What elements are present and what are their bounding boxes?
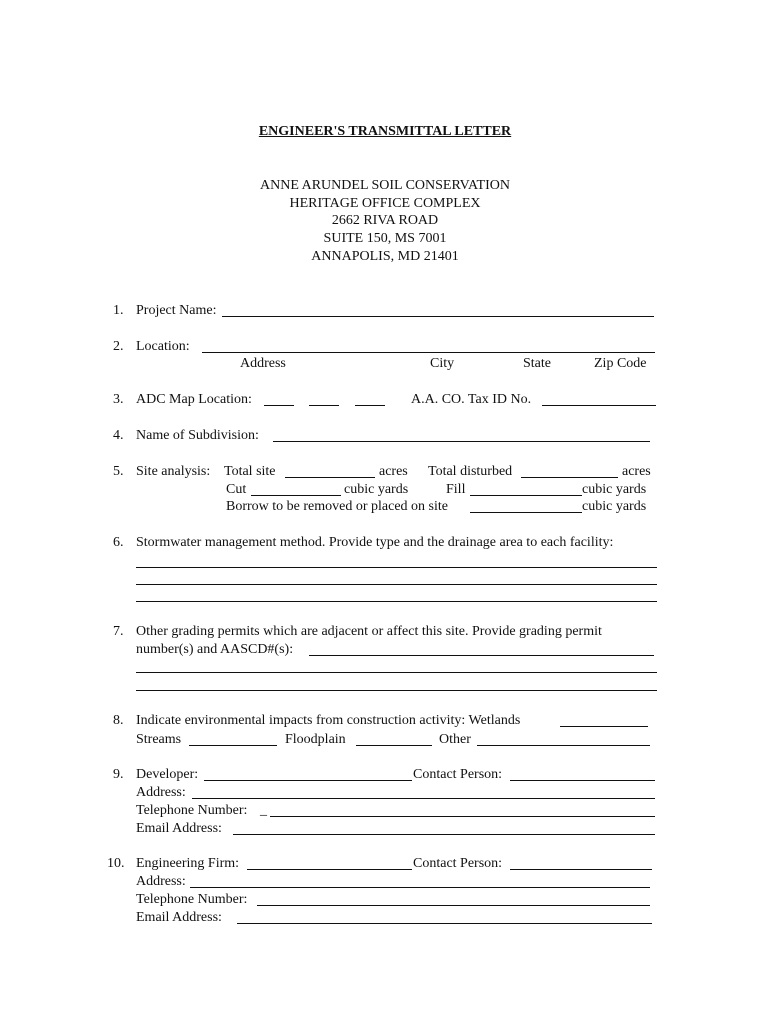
fill-label: Fill <box>446 482 466 497</box>
engineering-firm-label: Engineering Firm: <box>136 856 240 871</box>
engineering-address-field[interactable] <box>190 887 650 888</box>
developer-contact-label: Contact Person: <box>413 767 503 782</box>
tax-id-label: A.A. CO. Tax ID No. <box>411 392 532 407</box>
grading-permits-field-line-1[interactable] <box>136 672 657 673</box>
total-site-field[interactable] <box>285 477 375 478</box>
item-number: 2. <box>113 339 124 354</box>
stormwater-field-line-2[interactable] <box>136 584 657 585</box>
item-number: 10. <box>107 856 125 871</box>
engineering-address-label: Address: <box>136 874 186 889</box>
location-sub-state: State <box>523 356 551 371</box>
wetlands-field[interactable] <box>560 726 648 727</box>
cut-field[interactable] <box>251 495 341 496</box>
location-field[interactable] <box>202 352 655 353</box>
developer-label: Developer: <box>136 767 199 782</box>
location-sub-address: Address <box>240 356 286 371</box>
location-sub-zip: Zip Code <box>594 356 647 371</box>
item-number: 3. <box>113 392 124 407</box>
engineering-telephone-label: Telephone Number: <box>136 892 248 907</box>
developer-field[interactable] <box>204 780 412 781</box>
engineering-email-label: Email Address: <box>136 910 222 925</box>
stormwater-field-line-1[interactable] <box>136 567 657 568</box>
borrow-label: Borrow to be removed or placed on site <box>226 499 448 514</box>
cubic-yards-unit: cubic yards <box>582 499 647 514</box>
engineering-contact-field[interactable] <box>510 869 652 870</box>
project-name-label: Project Name: <box>136 303 217 318</box>
aascd-field[interactable] <box>309 655 654 656</box>
address-line-city: ANNAPOLIS, MD 21401 <box>311 249 459 264</box>
engineering-email-field[interactable] <box>237 923 652 924</box>
item-number: 8. <box>113 713 124 728</box>
adc-map-label: ADC Map Location: <box>136 392 252 407</box>
other-label: Other <box>439 732 471 747</box>
borrow-field[interactable] <box>470 512 582 513</box>
engineering-telephone-field[interactable] <box>257 905 650 906</box>
total-site-label: Total site <box>224 464 276 479</box>
acres-unit: acres <box>379 464 408 479</box>
developer-email-field[interactable] <box>233 834 655 835</box>
environmental-impacts-label: Indicate environmental impacts from construction activity: Wetlands <box>136 713 521 728</box>
engineering-contact-label: Contact Person: <box>413 856 503 871</box>
tax-id-field[interactable] <box>542 405 656 406</box>
item-number: 6. <box>113 535 124 550</box>
address-line-org: ANNE ARUNDEL SOIL CONSERVATION <box>260 178 510 193</box>
developer-telephone-underscore: _ <box>260 803 267 818</box>
developer-email-label: Email Address: <box>136 821 222 836</box>
grading-permits-field-line-2[interactable] <box>136 690 657 691</box>
total-disturbed-field[interactable] <box>521 477 618 478</box>
adc-map-field-3[interactable] <box>355 405 385 406</box>
subdivision-label: Name of Subdivision: <box>136 428 259 443</box>
stormwater-label: Stormwater management method. Provide type and the drainage area to each facility: <box>136 535 614 550</box>
floodplain-label: Floodplain <box>285 732 346 747</box>
streams-label: Streams <box>136 732 182 747</box>
developer-telephone-label: Telephone Number: <box>136 803 248 818</box>
form-title: ENGINEER'S TRANSMITTAL LETTER <box>258 124 512 139</box>
stormwater-field-line-3[interactable] <box>136 601 657 602</box>
other-field[interactable] <box>477 745 650 746</box>
address-line-building: HERITAGE OFFICE COMPLEX <box>289 196 481 211</box>
total-disturbed-label: Total disturbed <box>428 464 513 479</box>
fill-field[interactable] <box>470 495 582 496</box>
acres-unit: acres <box>622 464 651 479</box>
project-name-field[interactable] <box>222 316 654 317</box>
item-number: 5. <box>113 464 124 479</box>
cut-label: Cut <box>226 482 247 497</box>
location-label: Location: <box>136 339 190 354</box>
item-number: 4. <box>113 428 124 443</box>
adc-map-field-1[interactable] <box>264 405 294 406</box>
address-line-street: 2662 RIVA ROAD <box>331 213 439 228</box>
item-number: 1. <box>113 303 124 318</box>
site-analysis-label: Site analysis: <box>136 464 211 479</box>
cubic-yards-unit: cubic yards <box>344 482 409 497</box>
developer-address-field[interactable] <box>192 798 655 799</box>
subdivision-field[interactable] <box>273 441 650 442</box>
item-number: 7. <box>113 624 124 639</box>
developer-telephone-field[interactable] <box>270 816 655 817</box>
developer-contact-field[interactable] <box>510 780 655 781</box>
developer-address-label: Address: <box>136 785 186 800</box>
floodplain-field[interactable] <box>356 745 432 746</box>
engineering-firm-field[interactable] <box>247 869 412 870</box>
adc-map-field-2[interactable] <box>309 405 339 406</box>
grading-permits-label: Other grading permits which are adjacent or affect this site. Provide grading permit <box>136 624 602 639</box>
cubic-yards-unit: cubic yards <box>582 482 647 497</box>
address-line-suite: SUITE 150, MS 7001 <box>323 231 447 246</box>
item-number: 9. <box>113 767 124 782</box>
location-sub-city: City <box>430 356 455 371</box>
aascd-label: number(s) and AASCD#(s): <box>136 642 294 657</box>
streams-field[interactable] <box>189 745 277 746</box>
